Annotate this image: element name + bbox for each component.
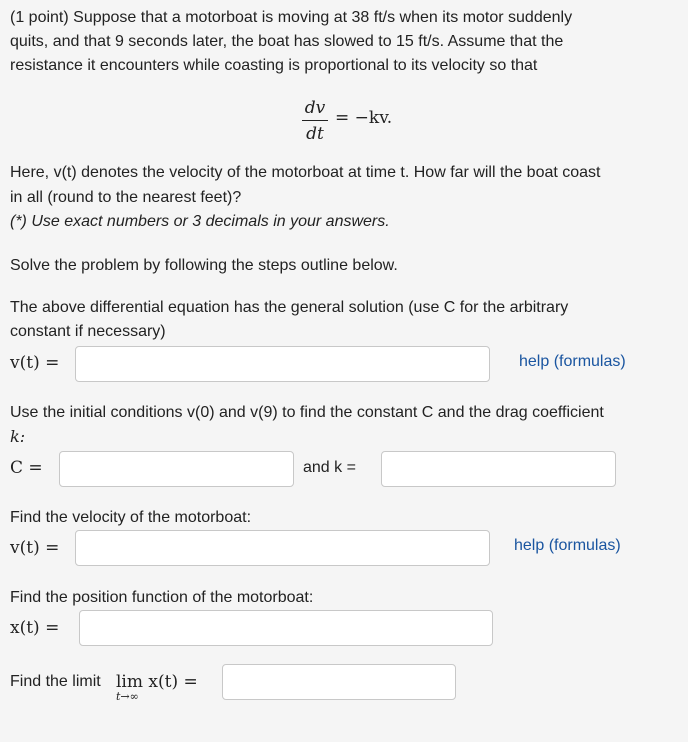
help-formulas-link-2[interactable]: help (formulas) — [514, 537, 621, 554]
intro-line-1: (1 point) Suppose that a motorboat is moving at 38 ft/s when its motor suddenly — [10, 9, 573, 26]
constant-c-label: C = — [10, 458, 43, 478]
fraction-denominator: dt — [306, 124, 324, 144]
velocity-prompt: Find the velocity of the motorboat: — [10, 509, 252, 526]
question-line-1: Here, v(t) denotes the velocity of the motorboat at time t. How far will the boat coast — [10, 164, 601, 181]
solve-instructions: Solve the problem by following the steps outline below. — [10, 257, 398, 274]
exact-numbers-note: (*) Use exact numbers or 3 decimals in your answers. — [10, 213, 390, 230]
general-solution-label: v(t) = — [10, 353, 60, 373]
limit-expression: lim x(t) = — [116, 672, 198, 692]
differential-equation-fraction — [300, 96, 330, 145]
general-solution-input[interactable] — [75, 346, 490, 382]
drag-coefficient-k-label: and k = — [303, 459, 356, 476]
constant-c-input[interactable] — [59, 451, 294, 487]
differential-equation-rhs: = −kv. — [335, 108, 393, 128]
drag-coefficient-k-input[interactable] — [381, 451, 616, 487]
initial-conditions-text-2: k: — [10, 427, 26, 446]
position-input[interactable] — [79, 610, 493, 646]
help-formulas-link-1[interactable]: help (formulas) — [519, 353, 626, 370]
limit-input[interactable] — [222, 664, 456, 700]
fraction-numerator: dv — [304, 98, 326, 118]
velocity-input[interactable] — [75, 530, 490, 566]
general-solution-text-1: The above differential equation has the general solution (use C for the arbitrary — [10, 299, 569, 316]
intro-line-3: resistance it encounters while coasting is proportional to its velocity so that — [10, 57, 538, 74]
position-label: x(t) = — [10, 618, 60, 638]
general-solution-text-2: constant if necessary) — [10, 323, 166, 340]
initial-conditions-text-1: Use the initial conditions v(0) and v(9) to find the constant C and the drag coefficient — [10, 404, 604, 421]
position-prompt: Find the position function of the motorboat: — [10, 589, 314, 606]
intro-line-2: quits, and that 9 seconds later, the boat has slowed to 15 ft/s. Assume that the — [10, 33, 564, 50]
question-line-2: in all (round to the nearest feet)? — [10, 189, 242, 206]
limit-prompt: Find the limit — [10, 673, 101, 690]
velocity-label: v(t) = — [10, 538, 60, 558]
limit-subscript: t→∞ — [116, 690, 139, 703]
